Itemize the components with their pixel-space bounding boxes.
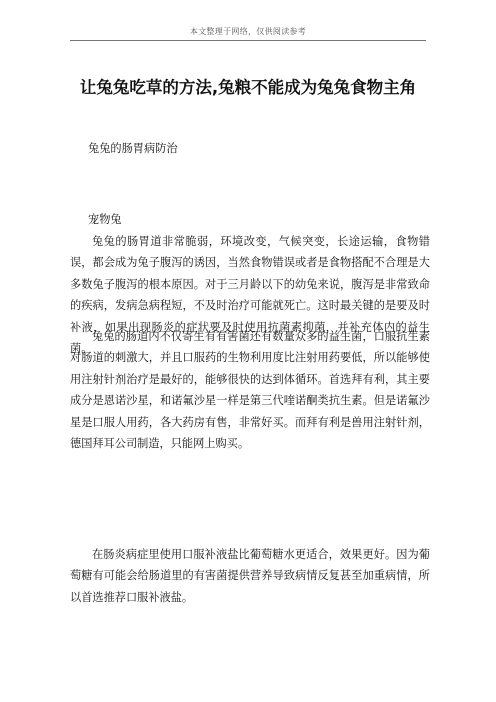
header-divider [70, 40, 426, 41]
header-note: 本文整理于网络，仅供阅读参考 [189, 27, 307, 36]
section-label: 宠物兔 [88, 213, 122, 226]
document-title: 让兔兔吃草的方法,兔粮不能成为兔兔食物主角 [79, 78, 417, 97]
document-subtitle: 兔兔的肠胃病防治 [88, 142, 178, 155]
body-paragraph: 兔兔的肠道内不仅寄生有有害菌还有数量众多的益生菌，口服抗生素对肠道的刺激大，并且口服药的生物利用度比注射用药要低，所以能够使用注射针剂治疗是最好的，能够很快的达到体循环。首选拜有利，其主要成分是恩诺沙星，和诺氟沙星一样是第三代喹诺酮类抗生素。但是诺氟沙星是口服人用药，各大药房有售，非常好买。而拜有利是兽用注射针剂，德国拜耳公司制造，只能网上购买。 [70, 330, 430, 451]
body-paragraph: 在肠炎病症里使用口服补液盐比葡萄糖水更适合，效果更好。因为葡萄糖有可能会给肠道里的有害菌提供营养导致病情反复甚至加重病情，所以首选推荐口服补液盐。 [70, 548, 430, 604]
body-paragraph: 兔兔的肠胃道非常脆弱，环境改变，气候突变，长途运输，食物错误，都会成为兔子腹泻的诱因，当然食物错误或者是食物搭配不合理是大多数兔子腹泻的根本原因。对于三月龄以下的幼兔来说，腹泻是非常致命的疾病，发病急病程短，不及时治疗可能就死亡。这时最关键的是要及时补液，如果出现肠炎的症状要及时使用抗菌素抑菌，并补充体内的益生菌。 [70, 235, 430, 356]
